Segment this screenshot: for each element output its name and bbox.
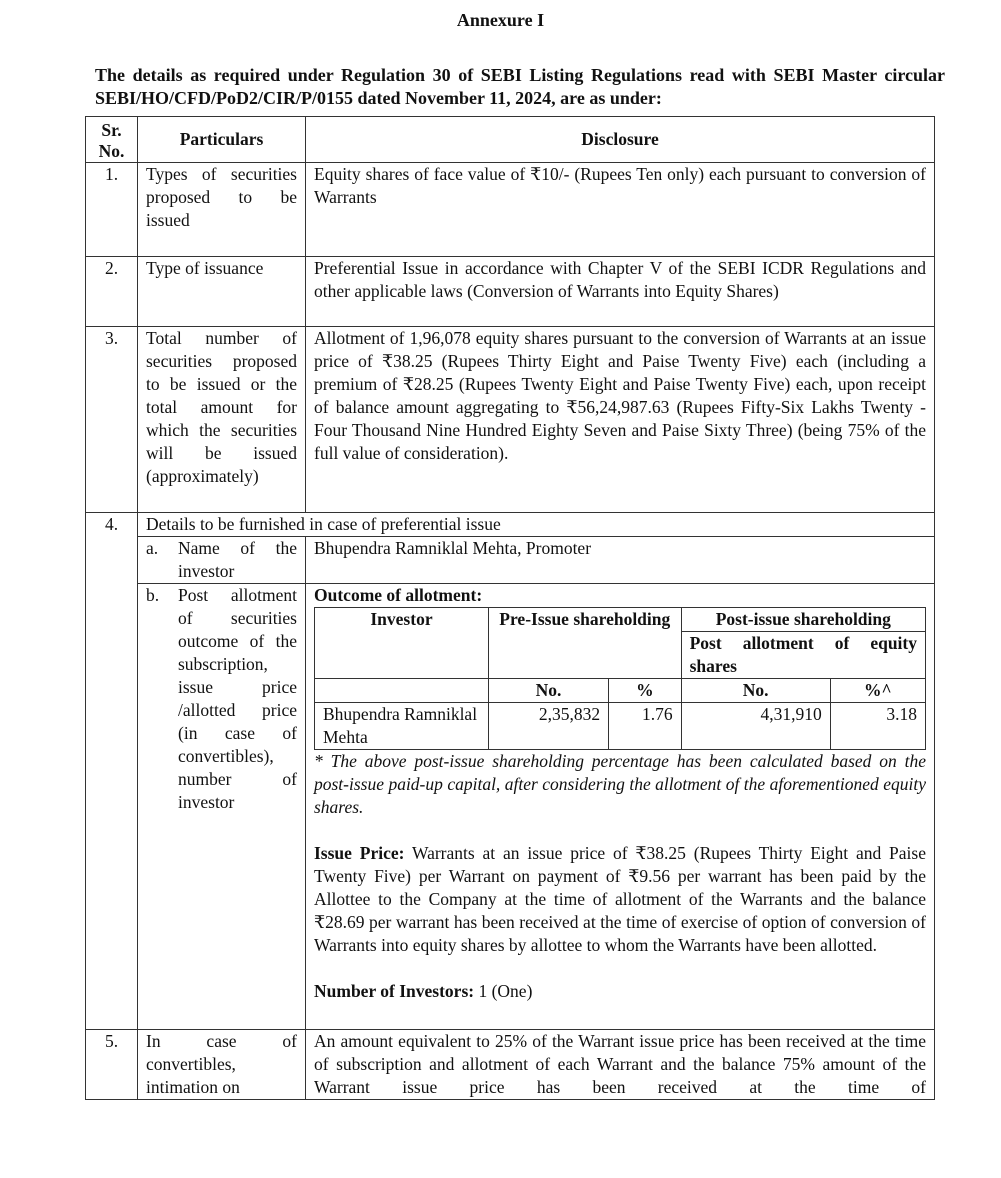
shareholding-table bbox=[314, 607, 926, 750]
table-row bbox=[86, 257, 935, 327]
table-row bbox=[86, 163, 935, 257]
post-pct-value: 3.18 bbox=[830, 703, 925, 750]
particular-cell: Total number of securities proposed to be issued or the total amount for which the securities will be issued (approximately) bbox=[138, 327, 306, 513]
pre-pct-value: 1.76 bbox=[609, 703, 682, 750]
header-disclosure: Disclosure bbox=[306, 117, 935, 163]
blank-header bbox=[315, 679, 489, 703]
investor-name: Bhupendra Ramniklal Mehta bbox=[315, 703, 489, 750]
sr-no: 1. bbox=[86, 163, 138, 257]
post-issue-header: Post-issue shareholding bbox=[681, 608, 925, 632]
sub-particular: Name of the investor bbox=[178, 538, 297, 581]
disclosure-cell bbox=[306, 584, 935, 1030]
section-heading: Details to be furnished in case of preferential issue bbox=[138, 513, 935, 537]
table-row bbox=[86, 1030, 935, 1100]
header-particulars: Particulars bbox=[138, 117, 306, 163]
sr-no: 5. bbox=[86, 1030, 138, 1100]
post-allotment-header: Post allotment of equity shares bbox=[681, 632, 925, 679]
disclosure-table bbox=[85, 116, 935, 1100]
post-pct-header: %^ bbox=[830, 679, 925, 703]
intro-paragraph: The details as required under Regulation 30 of SEBI Listing Regulations read with SEBI Master circular SEBI/HO/CFD/PoD2/CIR/P/0155 dated November 11, 2024, are as under: bbox=[95, 65, 945, 108]
issue-price-text: Warrants at an issue price of ₹38.25 (Rupees Thirty Eight and Paise Twenty Five) per Warrant on payment of ₹9.56 per warrant has been paid by the Allottee to the Company at the time of allotment of the Warrants and the balance ₹28.69 per warrant has been received at the time of exercise of option of conversion of Warrants into equity shares by allottee to whom the Warrants have been allotted. bbox=[314, 843, 926, 955]
particular-cell bbox=[138, 537, 306, 584]
pre-pct-header: % bbox=[609, 679, 682, 703]
annexure-title: Annexure I bbox=[456, 10, 545, 30]
pre-no-value: 2,35,832 bbox=[488, 703, 608, 750]
disclosure-cell: An amount equivalent to 25% of the Warrant issue price has been received at the time of subscription and allotment of each Warrant and the balance 75% amount of the Warrant issue price has been received at the time of bbox=[306, 1030, 935, 1100]
investor-header: Investor bbox=[315, 608, 489, 679]
sub-label: b. bbox=[146, 585, 160, 605]
disclosure-cell: Equity shares of face value of ₹10/- (Rupees Ten only) each pursuant to conversion of Warrants bbox=[306, 163, 935, 257]
header-row bbox=[86, 117, 935, 163]
table-row bbox=[86, 513, 935, 537]
investors-label: Number of Investors: bbox=[314, 981, 475, 1001]
sr-no: 2. bbox=[86, 257, 138, 327]
table-row bbox=[86, 584, 935, 1030]
shareholding-header-row bbox=[315, 608, 926, 632]
investors-text: 1 (One) bbox=[474, 981, 533, 1001]
table-row bbox=[315, 703, 926, 750]
issue-price-paragraph bbox=[314, 842, 926, 957]
particular-cell bbox=[138, 584, 306, 1030]
issue-price-label: Issue Price: bbox=[314, 843, 405, 863]
table-row bbox=[86, 537, 935, 584]
disclosure-cell: Preferential Issue in accordance with Chapter V of the SEBI ICDR Regulations and other applicable laws (Conversion of Warrants into Equity Shares) bbox=[306, 257, 935, 327]
sub-label: a. bbox=[146, 538, 159, 558]
sr-no: 3. bbox=[86, 327, 138, 513]
sr-no: 4. bbox=[86, 513, 138, 1030]
outcome-heading: Outcome of allotment: bbox=[314, 585, 483, 605]
investors-paragraph bbox=[314, 980, 926, 1003]
table-row bbox=[86, 327, 935, 513]
disclosure-cell: Bhupendra Ramniklal Mehta, Promoter bbox=[306, 537, 935, 584]
pre-issue-header: Pre-Issue shareholding bbox=[488, 608, 681, 679]
particular-cell: Type of issuance bbox=[138, 257, 306, 327]
particular-cell: In case of convertibles, intimation on bbox=[138, 1030, 306, 1100]
header-sr-no: Sr. No. bbox=[86, 117, 138, 163]
disclosure-cell: Allotment of 1,96,078 equity shares pursuant to the conversion of Warrants at an issue price of ₹38.25 (Rupees Thirty Eight and Paise Twenty Five) each (including a premium of ₹28.25 (Rupees Twenty Eight and Paise Twenty Five) each, upon receipt of balance amount aggregating to ₹56,24,987.63 (Rupees Fifty-Six Lakhs Twenty - Four Thousand Nine Hundred Eighty Seven and Paise Sixty Three) (being 75% of the full value of consideration). bbox=[306, 327, 935, 513]
post-no-header: No. bbox=[681, 679, 830, 703]
footnote: * The above post-issue shareholding percentage has been calculated based on the post-issue paid-up capital, after considering the allotment of the aforementioned equity shares. bbox=[314, 751, 926, 817]
pre-no-header: No. bbox=[488, 679, 608, 703]
sub-particular: Post allotment of securities outcome of the subscription, issue price /allotted price (in case of convertibles), number of investor bbox=[178, 585, 297, 812]
post-no-value: 4,31,910 bbox=[681, 703, 830, 750]
shareholding-unit-row bbox=[315, 679, 926, 703]
particular-cell: Types of securities proposed to be issued bbox=[138, 163, 306, 257]
